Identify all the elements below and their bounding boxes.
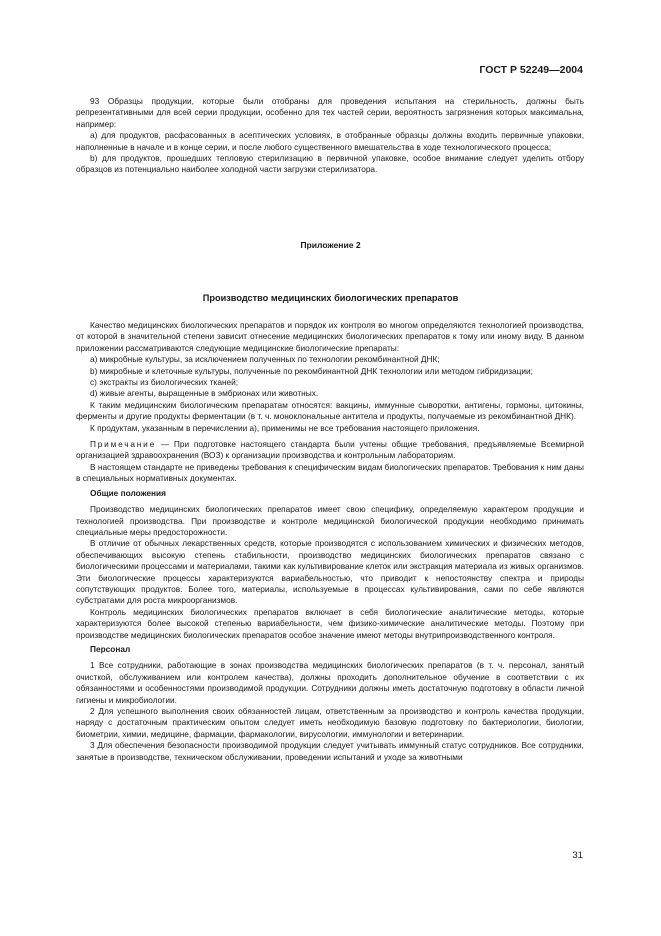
page-number: 31 xyxy=(572,850,583,861)
section-heading-personnel: Персонал xyxy=(90,643,131,654)
appendix-body xyxy=(76,320,584,763)
general-paragraph: Контроль медицинских биологических препаратов включает в себя биологические аналитические методы, которые характеризуются более высокой степенью вариабельности, чем физико-химические аналитические методы. Поэтому при производстве медицинских биологических препаратов особое значение имеют методы внутрипроизводственного контроля. xyxy=(76,606,584,640)
intro-paragraph-applicability: К продуктам, указанным в перечислении а), применимы не все требования настоящего приложения. xyxy=(90,422,480,433)
top-section xyxy=(76,96,584,176)
intro-list-item-a: a) микробные культуры, за исключением полученных по технологии рекомбинантной ДНК; xyxy=(90,354,440,365)
note xyxy=(76,439,584,462)
personnel-paragraph: 2 Для успешного выполнения своих обязанностей лицам, ответственным за производство и контроль качества продукции, наряду с достаточным практическим опытом следует иметь необходимую базовую подготовку по бактериологии, биологии, биометрии, химии, медицине, фармации, фармакологии, вирусологии, иммунологии и ветеринарии. xyxy=(76,706,584,739)
paragraph-93: 93 Образцы продукции, которые были отобраны для проведения испытания на стерильность, должны быть репрезентативными для всей серии продукции, особенно для тех частей серии, вероятность загрязнения которых максимальна, например: xyxy=(76,96,584,129)
standard-number: ГОСТ Р 52249—2004 xyxy=(479,64,583,76)
intro-list-item-c: c) экстракты из биологических тканей; xyxy=(90,377,239,388)
personnel-paragraph: 3 Для обеспечения безопасности производимой продукции следует учитывать иммунный статус сотрудников. Все сотрудники, занятые в производстве, техническом обслуживании, проведении испытаний и уходе за животными xyxy=(76,740,584,762)
general-paragraph: В отличие от обычных лекарственных средств, которые производятся с использованием химических и физических методов, обеспечивающих высокую степень стабильности, производство медицинских биологических препаратов связано с биологическими процессами и материалами, такими как культивирование клеток или экстракция материала из живых организмов. Эти биологические процессы характеризуются вариабельностью, что приводит к непостоянству спектра и природы сопутствующих продуктов. Более того, материалы, используемые в процессах культивирования, сами по себе являются субстратами для роста микроорганизмов. xyxy=(76,538,584,606)
intro-list-item-d: d) живые агенты, выращенные в эмбрионах или животных. xyxy=(90,388,319,399)
note-label: Примечание xyxy=(90,439,157,450)
intro-paragraph-products: К таким медицинским биологическим препаратам относятся: вакцины, иммунные сыворотки, антигены, гормоны, цитокины, ферменты и другие продукты ферментации (в т. ч. моноклональные антитела и продукты, получаемые из рекомбинантной ДНК). xyxy=(76,399,584,422)
appendix-title: Производство медицинских биологических препаратов xyxy=(202,293,459,303)
intro-paragraph: Качество медицинских биологических препаратов и порядок их контроля во многом определяются технологией производства, от которой в значительной степени зависит отнесение медицинских биологических препаратов к тому или иному виду. В данном приложении рассматриваются следующие медицинские биологические препараты: xyxy=(76,320,584,353)
intro-list-item-b: b) микробные и клеточные культуры, полученные по рекомбинантной ДНК технологии или методом гибридизации; xyxy=(90,365,533,376)
general-paragraph: Производство медицинских биологических препаратов имеет свою специфику, определяемую характером продукции и технологией производства. При производстве и контроле медицинской биологической продукции необходимо принимать специальные меры предосторожности. xyxy=(76,504,584,537)
intro-after-note: В настоящем стандарте не приведены требования к специфическим видам биологических препаратов. Требования к ним даны в специальных нормативных документах. xyxy=(76,461,584,484)
note-text: — При подготовке настоящего стандарта были учтены общие требования, предъявляемые Всемирной организацией здравоохранения (ВОЗ) к организации производства и контрольным лабораториям. xyxy=(76,439,584,461)
section-heading-general: Общие положения xyxy=(90,487,166,498)
list-item-a: a) для продуктов, расфасованных в асептических условиях, в отобранные образцы должны входить первичные упаковки, наполненные в начале и в конце серии, и после любого существенного вмешательства в ходе технологического процесса; xyxy=(76,130,584,152)
personnel-paragraph: 1 Все сотрудники, работающие в зонах производства медицинских биологических препаратов (в т. ч. персонал, занятый очисткой, обслуживанием или контролем качества), должны проходить дополнительное обучение в соответствии с их обязанностями и особенностями производимой продукции. Сотрудники должны иметь достаточную подготовку в области личной гигиены и микробиологии. xyxy=(76,660,584,705)
list-item-b: b) для продуктов, прошедших тепловую стерилизацию в первичной упаковке, особое внимание следует уделить отбору образцов из потенциально наиболее холодной части загрузки стерилизатора. xyxy=(76,153,584,175)
appendix-label: Приложение 2 xyxy=(300,240,361,250)
